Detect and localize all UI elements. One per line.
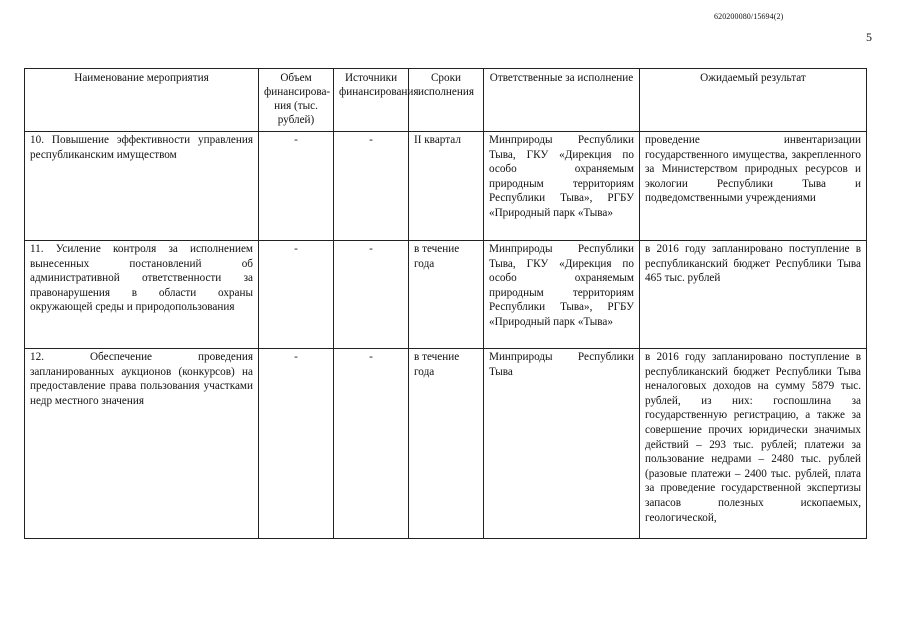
table-row xyxy=(25,241,867,349)
table-header-row xyxy=(25,69,867,132)
measure-name: 11. Усиление контроля за исполнением вынесенных постановлений об административной ответственности за правонарушения в области охраны окружающей среды и природопользования xyxy=(25,241,259,349)
responsible: Минприроды Республики Тыва, ГКУ «Дирекция по особо охраняемым природным территориям Республики Тыва», РГБУ «Природный парк «Тыва» xyxy=(484,241,640,349)
financing-source: - xyxy=(334,132,409,241)
financing-volume: - xyxy=(259,132,334,241)
header-financing: Объем финансирова-ния (тыс. рублей) xyxy=(259,69,334,132)
financing-source: - xyxy=(334,349,409,539)
measures-table xyxy=(24,68,867,539)
expected-result: проведение инвентаризации государственного имущества, закрепленного за Министерством природных ресурсов и экологии Республики Тыва и подведомственными учреждениями xyxy=(640,132,867,241)
responsible: Минприроды Республики Тыва, ГКУ «Дирекция по особо охраняемым природным территориям Республики Тыва», РГБУ «Природный парк «Тыва» xyxy=(484,132,640,241)
financing-volume: - xyxy=(259,241,334,349)
measure-name: 10. Повышение эффективности управления республиканским имуществом xyxy=(25,132,259,241)
expected-result: в 2016 году запланировано поступление в республиканский бюджет Республики Тыва 465 тыс. рублей xyxy=(640,241,867,349)
measure-name: 12. Обеспечение проведения запланированных аукционов (конкурсов) на предоставление права пользования участками недр местного значения xyxy=(25,349,259,539)
header-result: Ожидаемый результат xyxy=(640,69,867,132)
expected-result: в 2016 году запланировано поступление в республиканский бюджет Республики Тыва неналоговых доходов на сумму 5879 тыс. рублей, из них: госпошлина за государственную регистрацию, а также за совершение прочих юридически значимых действий – 293 тыс. рублей; платежи за пользование недрами – 2480 тыс. рублей (разовые платежи – 2400 тыс. рублей, плата за проведение государственной экспертизы запасов полезных ископаемых, геологической, xyxy=(640,349,867,539)
deadline: в течение года xyxy=(409,349,484,539)
header-sources: Источники финансирования xyxy=(334,69,409,132)
header-name: Наименование мероприятия xyxy=(25,69,259,132)
responsible: Минприроды Республики Тыва xyxy=(484,349,640,539)
deadline: II квартал xyxy=(409,132,484,241)
table-row xyxy=(25,132,867,241)
document-id: 620200080/15694(2) xyxy=(714,12,784,21)
header-responsible: Ответственные за исполнение xyxy=(484,69,640,132)
page-number: 5 xyxy=(866,30,872,44)
header-deadline: Сроки исполнения xyxy=(409,69,484,132)
table-row xyxy=(25,349,867,539)
financing-source: - xyxy=(334,241,409,349)
deadline: в течение года xyxy=(409,241,484,349)
financing-volume: - xyxy=(259,349,334,539)
